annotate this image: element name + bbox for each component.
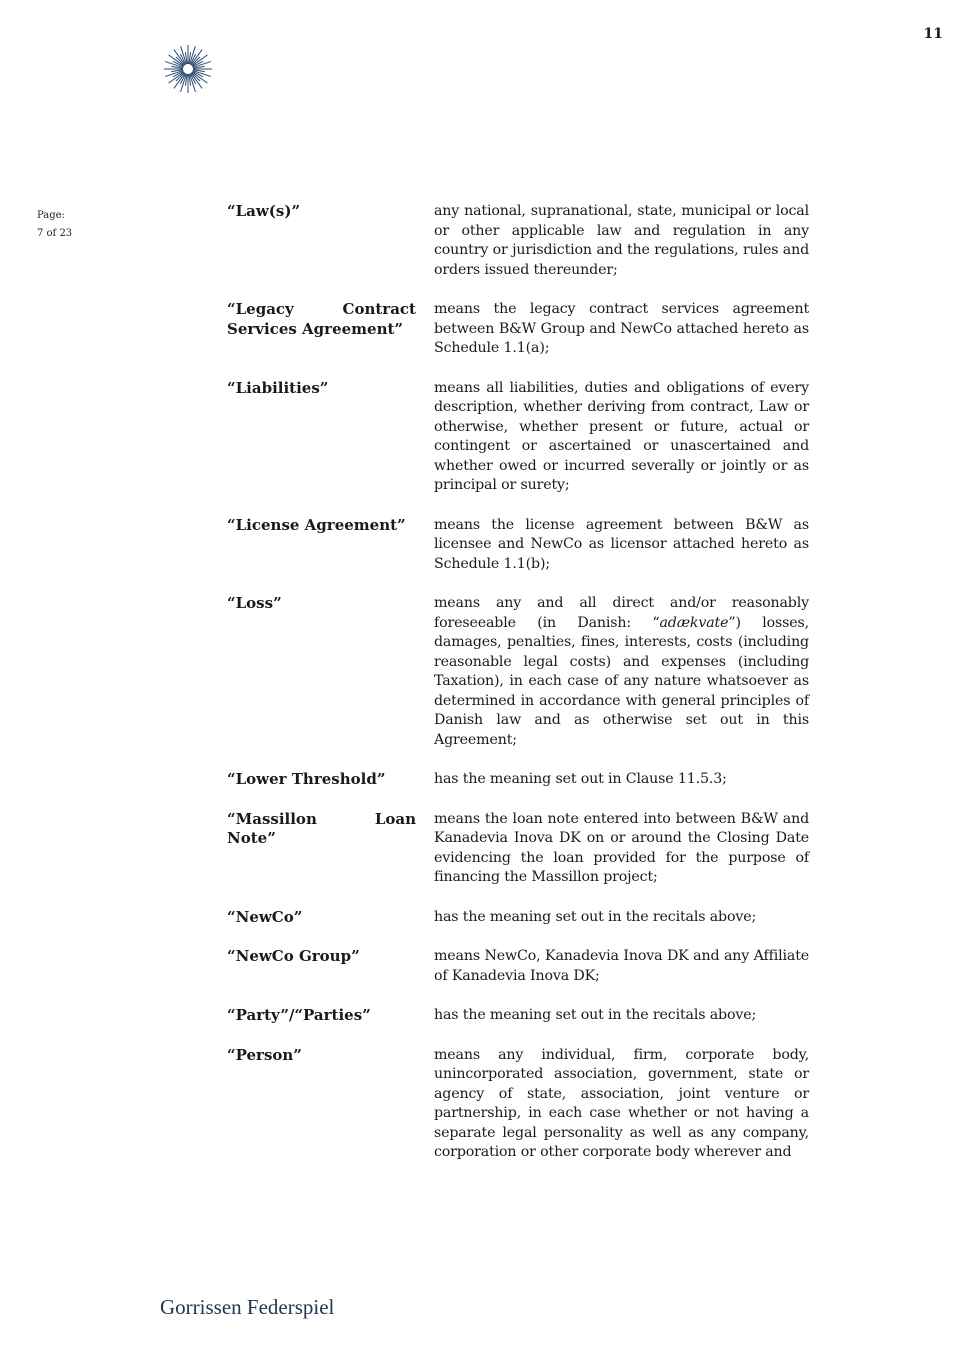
- definition-meaning: means the license agreement between B&W as licensee and NewCo as licensor attached hereto as Schedule 1.1(b);: [434, 516, 809, 572]
- definition-meaning: means all liabilities, duties and obligations of every description, whether deriving from contract, Law or otherwise, whether present or future, actual or contingent or ascertained or unascertained and whether owed or incurred severally or jointly or as principal or surety;: [434, 379, 809, 493]
- definition-row: [227, 810, 809, 888]
- definition-row: [227, 379, 809, 496]
- definition-term: “Lower Threshold”: [227, 770, 386, 788]
- page-count: 7 of 23: [37, 228, 73, 239]
- definition-term: “Person”: [227, 1045, 302, 1064]
- definition-term: “Party”/“Parties”: [227, 1006, 371, 1024]
- definition-term: “Liabilities”: [227, 378, 329, 397]
- page-label: Page:: [37, 210, 65, 221]
- definition-row: [227, 300, 809, 359]
- definition-meaning: [434, 594, 809, 750]
- meaning-text: means any and all direct and/or reasonably foreseeable (in Danish: “: [434, 595, 809, 631]
- page-indicator: [37, 207, 72, 243]
- definition-row: [227, 908, 809, 928]
- definition-row: [227, 1046, 809, 1163]
- definition-row: [227, 516, 809, 575]
- definition-meaning: has the meaning set out in the recitals above;: [434, 1007, 757, 1023]
- definition-meaning: means NewCo, Kanadevia Inova DK and any Affiliate of Kanadevia Inova DK;: [434, 948, 809, 984]
- definition-meaning: has the meaning set out in the recitals above;: [434, 908, 757, 925]
- sunburst-logo-icon: [160, 44, 216, 94]
- definition-meaning: any national, supranational, state, municipal or local or other applicable law and regulation in any country or jurisdiction and the regulations, rules and orders issued thereunder;: [434, 203, 809, 278]
- definition-row: [227, 1006, 809, 1026]
- definition-term: “NewCo Group”: [227, 947, 360, 965]
- definition-term: “Law(s)”: [227, 202, 301, 220]
- definition-term: “NewCo”: [227, 907, 303, 926]
- footer-brand: Gorrissen Federspiel: [160, 1295, 335, 1319]
- meaning-italic-text: adækvate: [659, 614, 729, 631]
- definition-term: “Loss”: [227, 594, 282, 612]
- definition-row: [227, 770, 809, 790]
- definition-term: “Massillon Loan Note”: [227, 809, 416, 847]
- page-number: 11: [923, 26, 943, 42]
- definition-row: [227, 594, 809, 750]
- definitions-list: [227, 202, 809, 1183]
- definition-meaning: has the meaning set out in Clause 11.5.3;: [434, 771, 727, 787]
- meaning-text: ”) losses, damages, penalties, fines, interests, costs (including reasonable legal costs) and expenses (including Taxation), in each case of any nature whatsoever as determined in accordance with general principles of Danish law and as otherwise set out in this Agreement;: [434, 614, 809, 748]
- definition-meaning: means the loan note entered into between B&W and Kanadevia Inova DK on or around the Closing Date evidencing the loan provided for the purpose of financing the Massillon project;: [434, 810, 809, 885]
- definition-row: [227, 202, 809, 280]
- definition-row: [227, 947, 809, 986]
- definition-meaning: means the legacy contract services agreement between B&W Group and NewCo attached hereto as Schedule 1.1(a);: [434, 301, 809, 356]
- definition-term: “License Agreement”: [227, 515, 406, 534]
- definition-meaning: means any individual, firm, corporate body, unincorporated association, government, state or agency of state, association, joint venture or partnership, in each case whether or not having a separate legal personality as well as any company, corporation or other corporate body wherever and: [434, 1046, 809, 1160]
- definition-term: “Legacy Contract Services Agreement”: [227, 300, 416, 338]
